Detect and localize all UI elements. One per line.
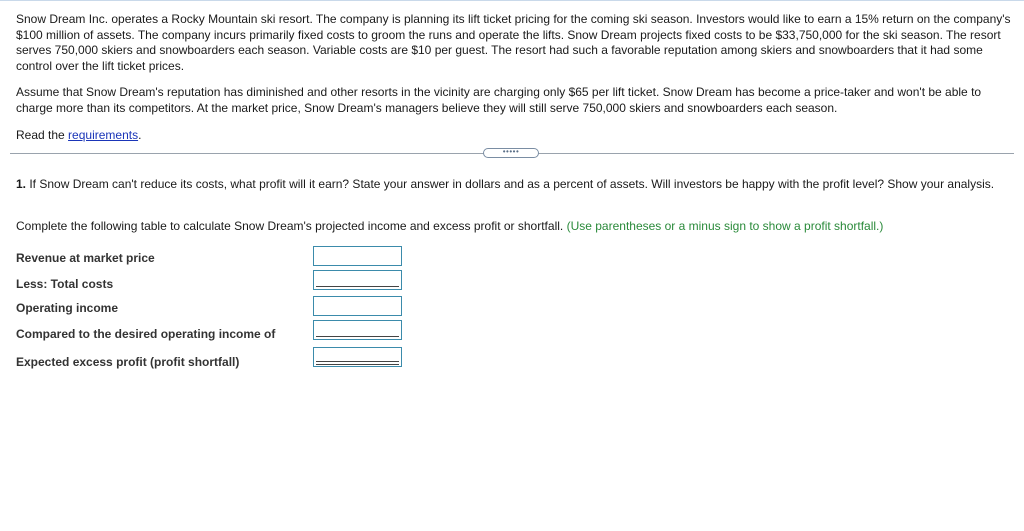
question-number: 1. [16,177,27,191]
read-requirements-line [16,128,1016,144]
row-label-revenue: Revenue at market price [16,251,155,265]
row-label-total-costs: Less: Total costs [16,277,114,291]
instruction-line [16,219,1016,235]
read-prefix: Read the [16,128,69,142]
instruction-hint: (Use parentheses or a minus sign to show a profit shortfall.) [566,219,884,233]
revenue-field-wrap [313,246,402,266]
question-paragraph [16,177,1016,193]
row-label-desired-income: Compared to the desired operating income of [16,327,276,341]
read-suffix: . [138,128,142,142]
intro-paragraph: Snow Dream Inc. operates a Rocky Mountain ski resort. The company is planning its lift ticket pricing for the coming ski season. Investors would like to earn a 15% return on the company's $100 million of assets. The company incurs primarily fixed costs to groom the runs and operate the lifts. Snow Dream projects fixed costs to be $33,750,000 for the ski season. The resort serves 750,000 skiers and snowboarders each season. Variable costs are $10 per guest. The resort had such a favorable reputation among skiers and snowboarders that it had some control over the lift ticket prices. [16,12,1011,73]
expand-toggle-button[interactable]: ••••• [483,148,539,158]
question-text: If Snow Dream can't reduce its costs, what profit will it earn? State your answer in dollars and as a percent of assets. Will investors be happy with the profit level? Show your analysis. [26,177,995,191]
operating-income-field-wrap [313,296,402,316]
assumption-paragraph: Assume that Snow Dream's reputation has diminished and other resorts in the vicinity are charging only $65 per lift ticket. Snow Dream has become a price-taker and won't be able to charge more than its competitors. At the market price, Snow Dream's managers believe they will still serve 750,000 skiers and snowboarders each season. [16,85,982,115]
total-costs-field-wrap [313,270,402,290]
desired-income-input[interactable] [313,320,402,340]
revenue-input[interactable] [313,246,402,266]
instruction-text: Complete the following table to calculate Snow Dream's projected income and excess profit or shortfall. [16,219,567,233]
desired-income-field-wrap [313,320,402,340]
row-label-operating-income: Operating income [16,301,119,315]
requirements-link[interactable]: requirements [68,128,139,142]
total-costs-input[interactable] [313,270,402,290]
excess-profit-field-wrap [313,347,402,367]
operating-income-input[interactable] [313,296,402,316]
excess-profit-input[interactable] [313,347,402,367]
row-label-excess-profit: Expected excess profit (profit shortfall) [16,355,240,369]
